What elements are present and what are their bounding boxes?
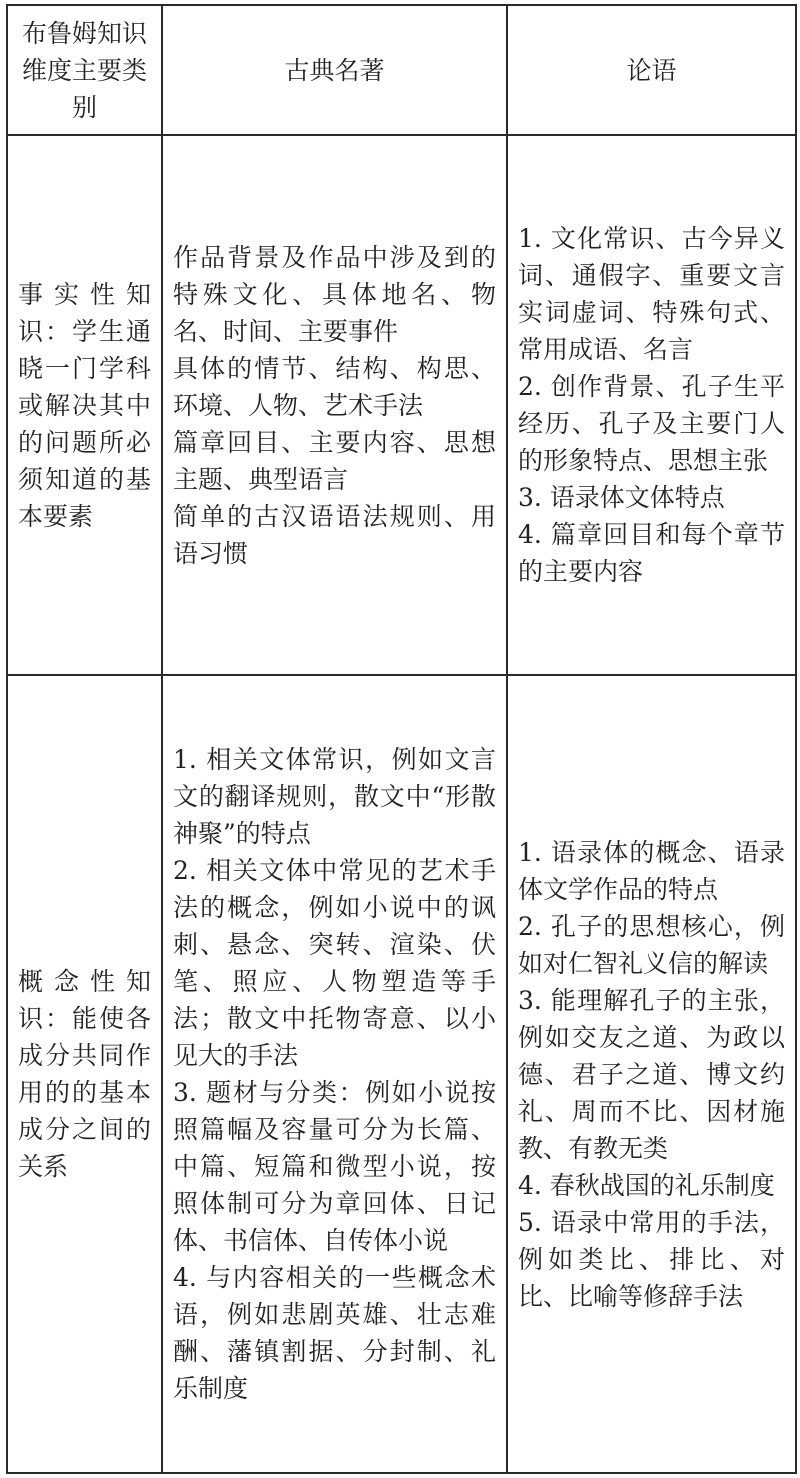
list-item: 2. 相关文体中常见的艺术手法的概念，例如小说中的讽刺、悬念、突转、渲染、伏笔、照应、人物塑造等手法；散文中托物寄意、以小见大的手法 — [173, 856, 496, 1070]
table-header-row — [7, 5, 796, 135]
list-item: 2. 创作背景、孔子生平经历、孔子及主要门人的形象特点、思想主张 — [518, 372, 785, 475]
table-row-conceptual — [7, 675, 796, 1473]
category-cell-conceptual: 概念性知识：能使各成分共同作用的的基本成分之间的关系 — [7, 675, 162, 1473]
header-lunyu-cell: 论语 — [507, 5, 796, 135]
header-category-cell: 布鲁姆知识维度主要类别 — [7, 5, 162, 135]
classics-cell-factual — [162, 135, 507, 675]
list-item: 3. 语录体文体特点 — [518, 483, 725, 512]
knowledge-dimension-table — [6, 4, 797, 1474]
list-item: 具体的情节、结构、构思、环境、人物、艺术手法 — [173, 353, 496, 420]
category-cell-factual: 事实性知识：学生通晓一门学科或解决其中的问题所必须知道的基本要素 — [7, 135, 162, 675]
list-item: 3. 题材与分类：例如小说按照篇幅及容量可分为长篇、中篇、短篇和微型小说，按照体制可分为章回体、日记体、书信体、自传体小说 — [173, 1078, 496, 1255]
list-item: 篇章回目、主要内容、思想主题、典型语言 — [173, 427, 496, 494]
list-item: 2. 孔子的思想核心，例如对仁智礼义信的解读 — [518, 911, 785, 978]
header-classics-cell: 古典名著 — [162, 5, 507, 135]
list-item: 5. 语录中常用的手法，例如类比、排比、对比、比喻等修辞手法 — [518, 1207, 785, 1311]
classics-cell-conceptual — [162, 675, 507, 1473]
list-item: 4. 与内容相关的一些概念术语，例如悲剧英雄、壮志难酬、藩镇割据、分封制、礼乐制度 — [173, 1263, 496, 1403]
list-item: 1. 语录体的概念、语录体文学作品的特点 — [518, 837, 785, 904]
list-item: 简单的古汉语语法规则、用语习惯 — [173, 501, 496, 568]
list-item: 1. 相关文体常识，例如文言文的翻译规则，散文中“形散神聚”的特点 — [173, 745, 496, 848]
table-row-factual — [7, 135, 796, 675]
list-item: 3. 能理解孔子的主张，例如交友之道、为政以德、君子之道、博文约礼、周而不比、因材施教、有教无类 — [518, 985, 785, 1163]
list-item: 作品背景及作品中涉及到的特殊文化、具体地名、物名、时间、主要事件 — [173, 242, 496, 346]
lunyu-cell-factual — [507, 135, 796, 675]
lunyu-cell-conceptual — [507, 675, 796, 1473]
list-item: 4. 篇章回目和每个章节的主要内容 — [518, 520, 785, 586]
list-item: 1. 文化常识、古今异义词、通假字、重要文言实词虚词、特殊句式、常用成语、名言 — [518, 224, 785, 364]
list-item: 4. 春秋战国的礼乐制度 — [518, 1170, 775, 1200]
